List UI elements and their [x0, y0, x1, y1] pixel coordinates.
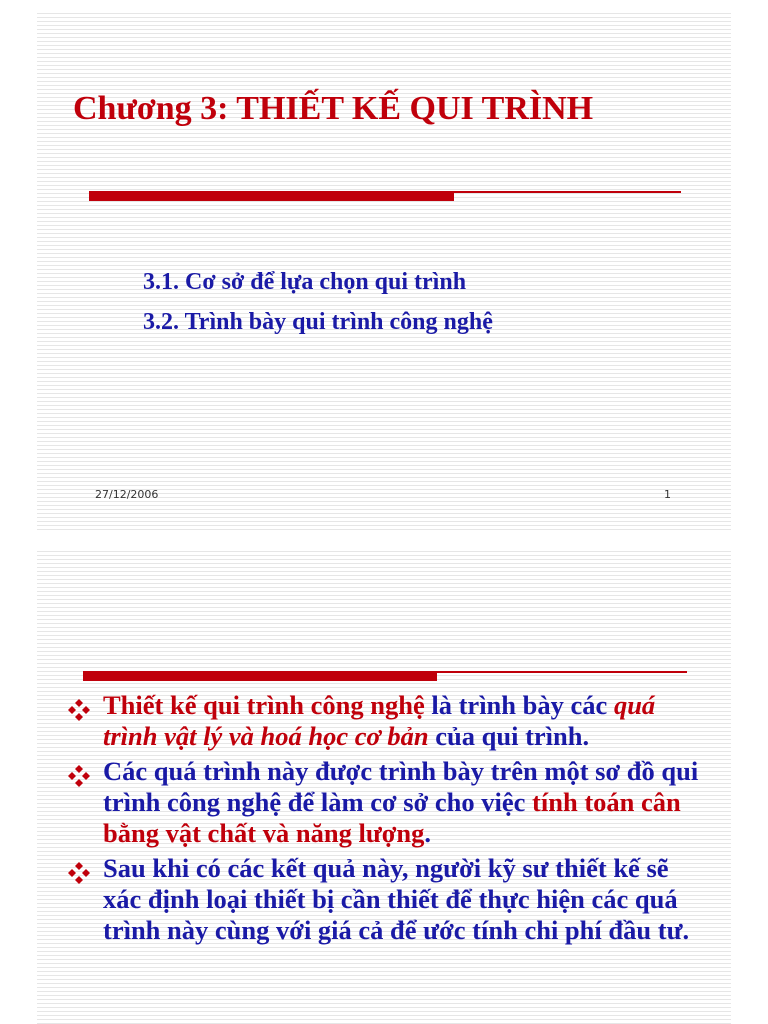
four-diamond-bullet-icon	[67, 698, 91, 722]
bullet-1-text-a: là trình bày các	[424, 690, 614, 720]
bullet-3-text: Sau khi có các kết quả này, người kỹ sư thiết kế sẽ xác định loại thiết bị cần thiết để thực hiện các quá trình này cùng với giá cả để ước tính chi phí đầu tư.	[103, 853, 690, 945]
bullet-2-text-b: .	[424, 818, 432, 848]
bullet-1-italic-emphasis: quá trình vật lý và hoá học cơ bản	[103, 690, 656, 751]
slide-2	[37, 548, 731, 1024]
toc-item-3-2: 3.2. Trình bày qui trình công nghệ	[143, 309, 493, 335]
slide-1	[37, 10, 731, 530]
bullet-item	[67, 853, 707, 946]
bullet-item	[67, 756, 707, 849]
footer-date: 27/12/2006	[95, 488, 159, 501]
page-number: 1	[664, 488, 671, 501]
bullet-2-text-a: Các quá trình này được trình bày trên một sơ đồ qui trình công nghệ để làm cơ sở cho việc	[103, 756, 699, 817]
bullet-1-text-b: của qui trình.	[428, 721, 590, 751]
table-of-contents	[143, 262, 493, 342]
header-underline-thick	[83, 673, 437, 681]
bullet-1-emphasis: Thiết kế qui trình công nghệ	[103, 690, 425, 720]
toc-item-3-1: 3.1. Cơ sở để lựa chọn qui trình	[143, 269, 467, 295]
slide-title: Chương 3: THIẾT KẾ QUI TRÌNH	[73, 90, 594, 127]
four-diamond-bullet-icon	[67, 764, 91, 788]
bullet-2-emphasis: tính toán cân bằng vật chất và năng lượng	[103, 787, 681, 848]
bullet-list	[67, 690, 707, 950]
title-underline-thick	[89, 193, 454, 201]
four-diamond-bullet-icon	[67, 861, 91, 885]
bullet-item	[67, 690, 707, 752]
